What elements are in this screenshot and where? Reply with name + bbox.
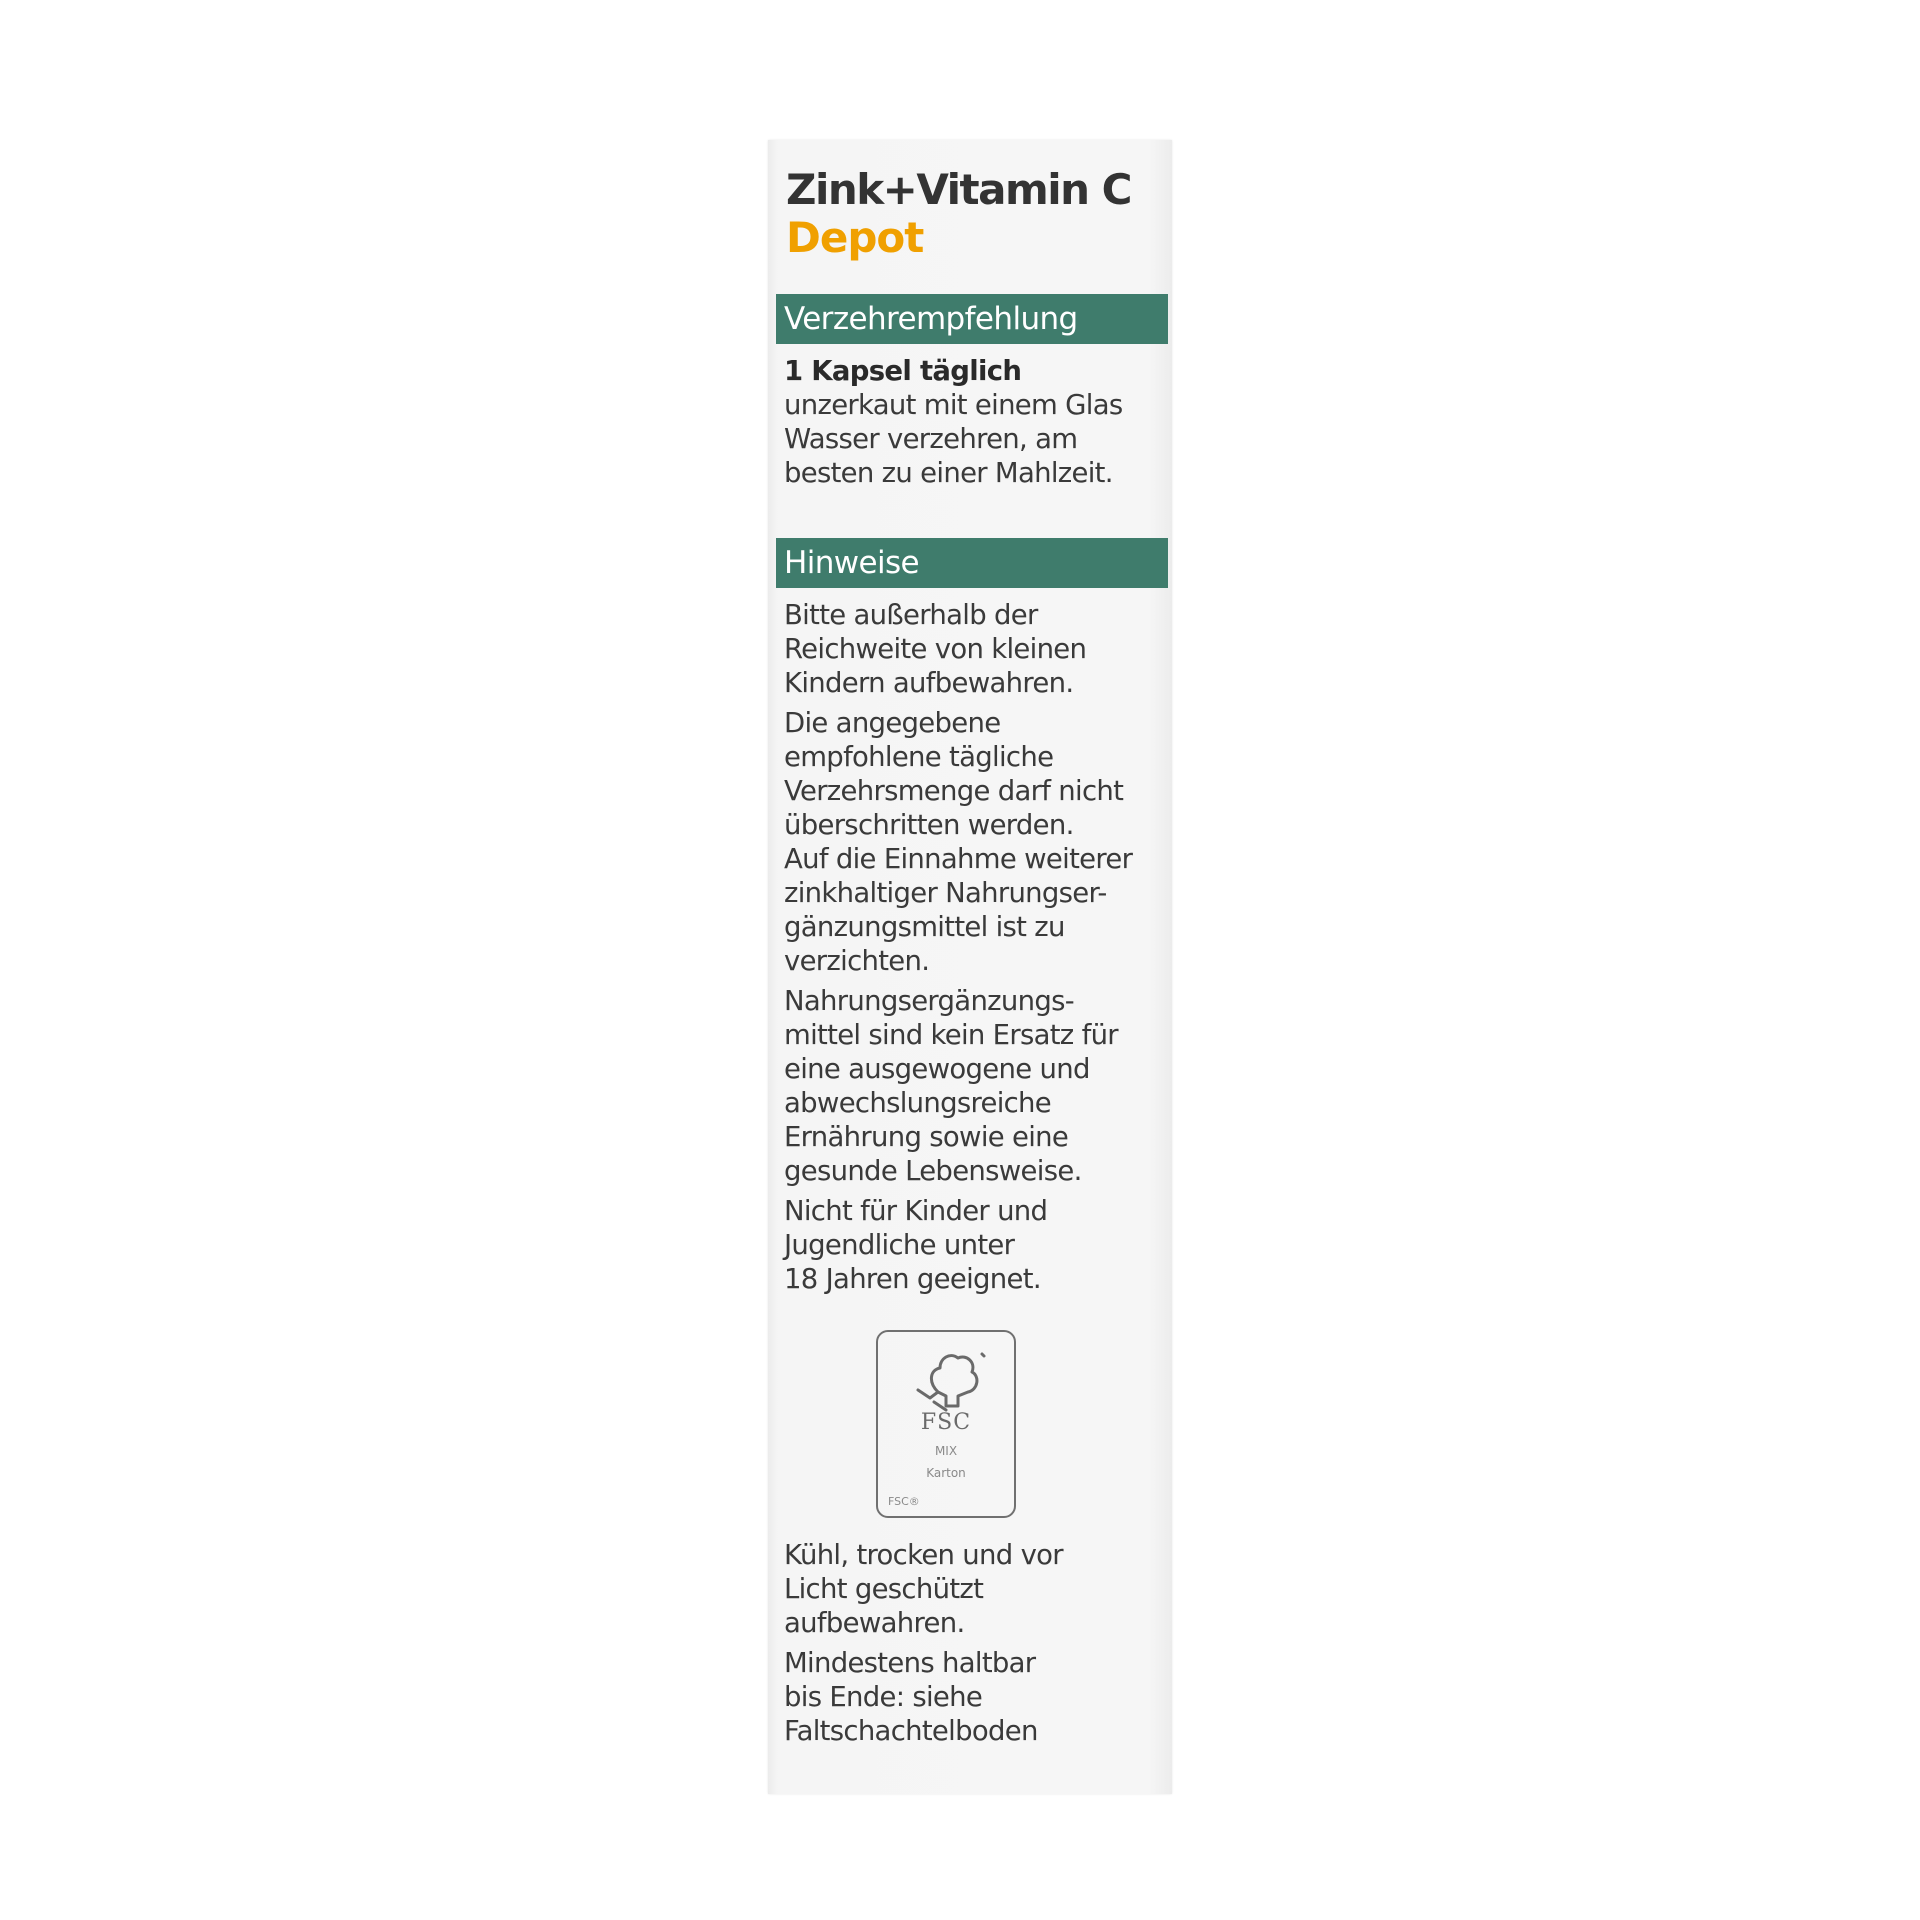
product-title-line2: Depot: [786, 213, 924, 263]
dosage-text-block: [784, 354, 1164, 496]
notes-heading: Hinweise: [776, 538, 1168, 588]
product-title: [786, 166, 1131, 263]
notes-paragraph: Nahrungsergänzungs- mittel sind kein Ersatz für eine ausgewogene und abwechslungsreiche Ernährung sowie eine gesunde Lebensweise.: [784, 985, 1118, 1187]
dosage-instructions: unzerkaut mit einem Glas Wasser verzehren, am besten zu einer Mahlzeit.: [784, 389, 1123, 489]
notes-text-block: [784, 598, 1164, 1302]
fsc-code: FSC®: [888, 1495, 920, 1508]
product-title-line1: Zink+Vitamin C: [786, 165, 1131, 214]
fsc-material: Karton: [926, 1466, 966, 1480]
notes-paragraph: Bitte außerhalb der Reichweite von kleinen Kindern aufbewahren.: [784, 599, 1087, 699]
fsc-mix: MIX: [934, 1444, 958, 1458]
storage-paragraph: Mindestens haltbar bis Ende: siehe Faltschachtelboden: [784, 1647, 1038, 1747]
notes-paragraph: Die angegebene empfohlene tägliche Verzehrsmenge darf nicht überschritten werden. Auf die Einnahme weiterer zinkhaltiger Nahrungser- gänzungsmittel ist zu verzichten.: [784, 707, 1133, 977]
dosage-amount: 1 Kapsel täglich: [784, 355, 1022, 387]
dosage-heading: Verzehrempfehlung: [776, 294, 1168, 344]
notes-paragraph: Nicht für Kinder und Jugendliche unter 18 Jahren geeignet.: [784, 1195, 1048, 1295]
storage-paragraph: Kühl, trocken und vor Licht geschützt aufbewahren.: [784, 1539, 1063, 1639]
storage-text-block: [784, 1538, 1164, 1754]
product-box-side: [768, 140, 1172, 1794]
fsc-text: FSC: [920, 1410, 972, 1435]
fsc-label: [876, 1330, 1016, 1518]
